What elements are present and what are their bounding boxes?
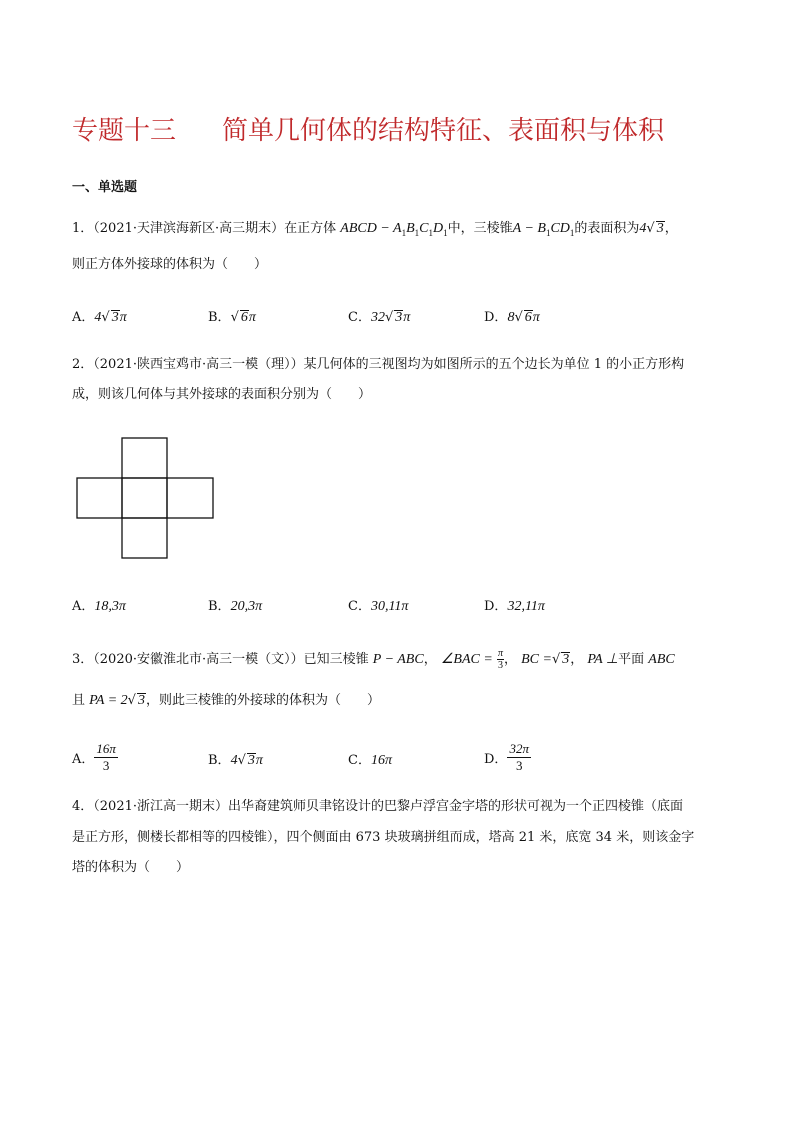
figure-square-center (122, 478, 167, 518)
title-topic-name: 简单几何体的结构特征、表面积与体积 (222, 116, 665, 146)
q1-option-c[interactable]: C．32√ 3π (348, 310, 411, 325)
q3-text: 3．（2020·安徽淮北市·高三一模（文））已知三棱锥 (72, 652, 369, 667)
q1-option-d[interactable]: D．8√ 6π (484, 310, 540, 325)
q3-bc: BC = (521, 652, 552, 667)
q3-option-c[interactable]: C．16π (348, 753, 392, 768)
q2-option-c[interactable]: C．30,11π (348, 599, 409, 614)
q3-perpendicular: PA ⊥ (587, 652, 619, 667)
q1-area-text: 的表面积为 (574, 221, 640, 236)
q3-pa: PA = 2√ 3 (89, 693, 145, 708)
q3-option-a[interactable]: A． $\frac{16\pi}{3}$ (72, 740, 116, 773)
figure-square-bottom (122, 518, 167, 558)
q4-line2: 是正方形，侧楼长都相等的四棱锥），四个侧面由 673 块玻璃拼组而成，塔高 21 米，底宽 34 米，则该金字 (72, 830, 695, 845)
q1-cube-name: ABCD − $A_1B_1C_1D_1$ (340, 221, 448, 238)
q3-option-d[interactable]: D． $\frac{32\pi}{3}$ (484, 740, 529, 773)
q1-area-value: 4√ 3 (639, 221, 664, 236)
title-topic-number: 专题十三 (72, 116, 177, 146)
q2-option-b[interactable]: B．20,3π (208, 599, 263, 614)
q3-angle: ∠BAC = (440, 652, 493, 667)
q3-option-b[interactable]: B．4√ 3π (208, 753, 263, 768)
q4-line1: 4．（2021·浙江高一期末）出华裔建筑师贝聿铭设计的巴黎卢浮宫金字塔的形状可视为一个正四棱锥（底面 (72, 799, 683, 814)
q2-option-d[interactable]: D．32,11π (484, 599, 545, 614)
q3-angle-fraction: $\frac{\pi}{3}$ (497, 648, 503, 671)
q1-text: 1．（2021·天津滨海新区·高三期末）在正方体 (72, 221, 337, 236)
section-heading: 一、单选题 (72, 180, 138, 195)
q2-option-a[interactable]: A．18,3π (72, 599, 126, 614)
q2-line2: 成，则该几何体与其外接球的表面积分别为（ ） (72, 387, 372, 402)
page-title (72, 110, 732, 147)
q2-line1: 2．（2021·陕西宝鸡市·高三一模（理））某几何体的三视图均为如图所示的五个边长为单位 1 的小正方形构 (72, 357, 685, 372)
q1-text-mid: 中，三棱锥 (447, 221, 513, 236)
q1-line1: 1．（2021·天津滨海新区·高三期末）在正方体 ABCD − $A_1B_1C_1D_1$中，三棱锥$A - B_1CD_1$的表面积为4√ 3， (72, 221, 678, 238)
q1-line2: 则正方体外接球的体积为（ ） (72, 257, 268, 272)
cross-shaped-three-view-figure (76, 437, 218, 561)
q1-pyramid-name: $A - B_1CD_1$ (512, 221, 575, 238)
q4-line3: 塔的体积为（ ） (72, 860, 190, 875)
figure-square-top (122, 438, 167, 478)
figure-square-right (167, 478, 213, 518)
q3-plane-name: ABC (648, 652, 675, 667)
q3-line1: 3．（2020·安徽淮北市·高三一模（文））已知三棱锥 P − ABC， ∠BAC = $\frac{\pi}{3}$ ， BC =√ 3， PA ⊥平面 ABC (72, 648, 675, 671)
q3-line2: 且 PA = 2√ 3，则此三棱锥的外接球的体积为（ ） (72, 693, 380, 708)
q3-pyramid: P − ABC (372, 652, 424, 667)
figure-square-left (77, 478, 122, 518)
q1-option-a[interactable]: A．4√ 3π (72, 310, 127, 325)
q1-option-b[interactable]: B．√ 6π (208, 310, 256, 325)
